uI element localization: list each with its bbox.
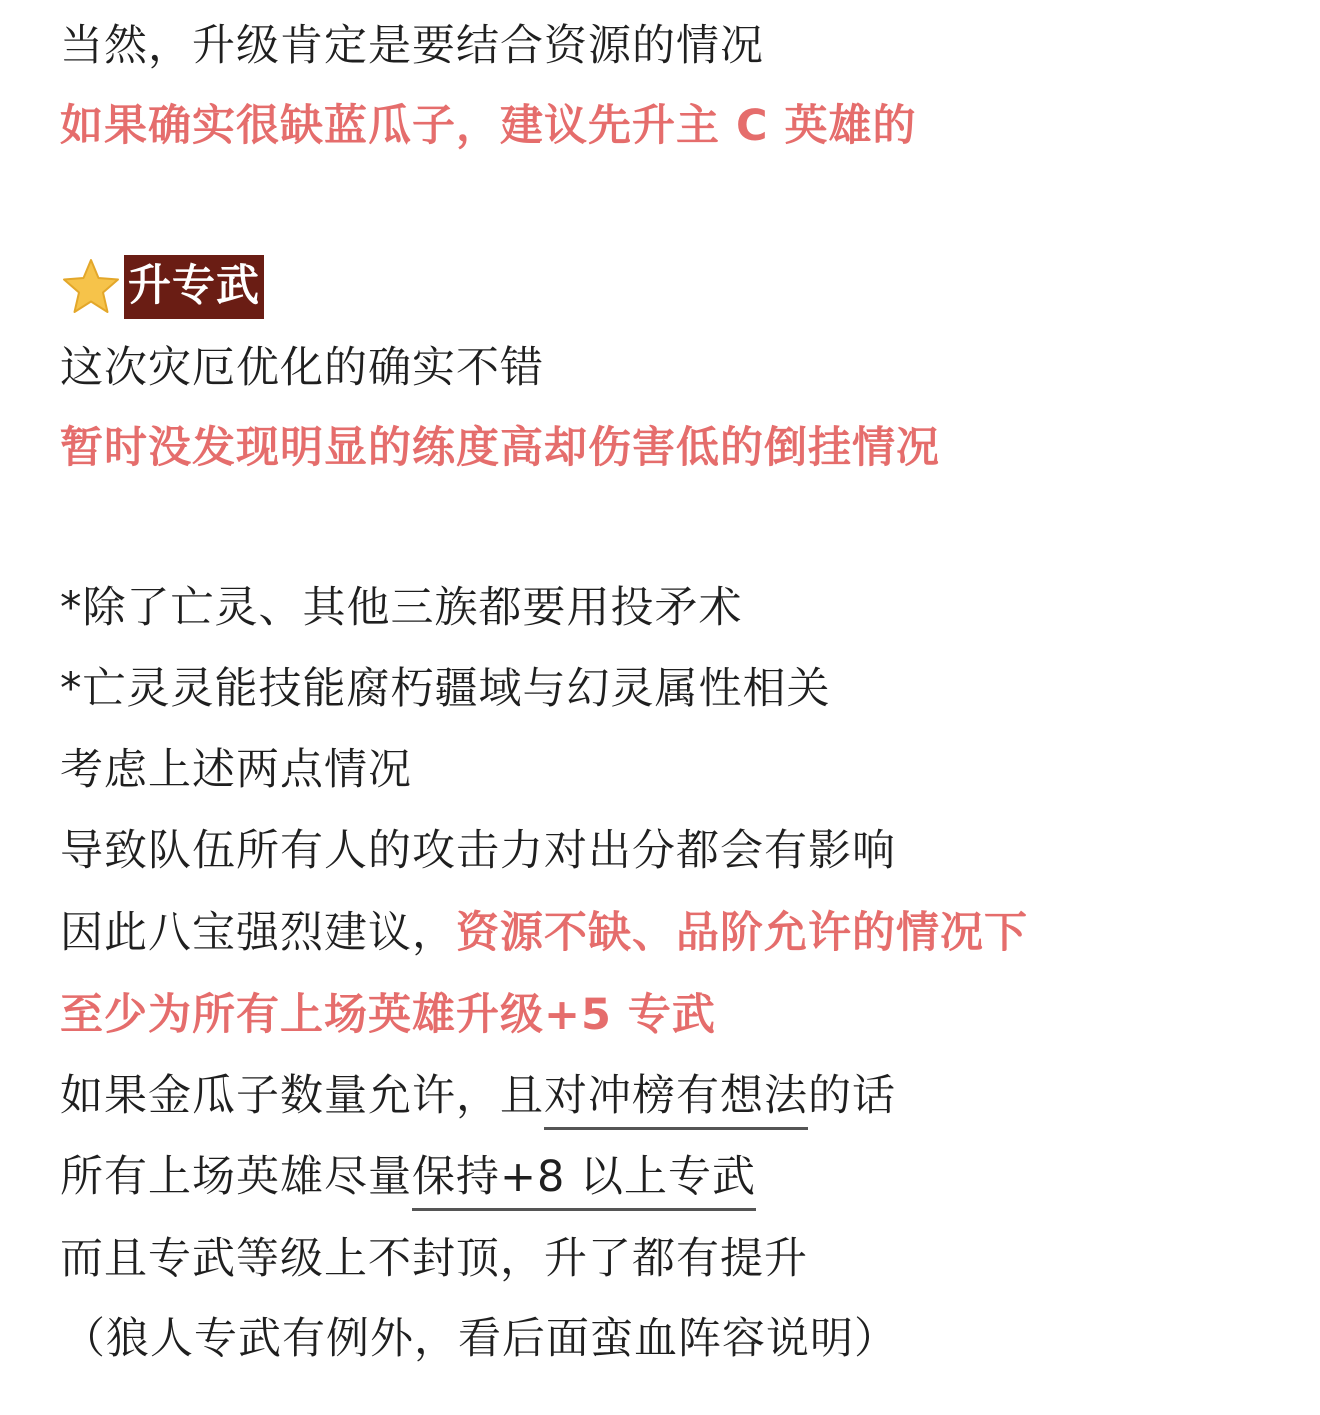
bullet-line-6: *亡灵灵能技能腐朽疆域与幻灵属性相关 [60,664,831,714]
text-line-14: （狼人专武有例外，看后面蛮血阵容说明） [62,1314,898,1364]
section-heading-label: 升专武 [124,255,264,319]
text-line-9 [60,903,1028,963]
highlight-line-10: 至少为所有上场英雄升级+5 专武 [60,990,716,1040]
text-line-12-start: 所有上场英雄尽量 [60,1152,412,1202]
highlight-line-2: 如果确实很缺蓝瓜子，建议先升主 C 英雄的 [60,101,917,151]
text-line-1: 当然，升级肯定是要结合资源的情况 [60,21,764,71]
text-line-13: 而且专武等级上不封顶，升了都有提升 [60,1234,808,1284]
text-line-11-start: 如果金瓜子数量允许，且 [60,1071,544,1121]
text-line-3: 这次灾厄优化的确实不错 [60,343,544,393]
underlined-phrase-1: 对冲榜有想法 [544,1071,808,1130]
underlined-phrase-2: 保持+8 以上专武 [412,1152,756,1211]
star-icon [60,256,122,318]
section-heading [60,254,264,320]
highlight-line-4: 暂时没发现明显的练度高却伤害低的倒挂情况 [60,423,940,473]
text-line-11 [60,1066,896,1126]
text-line-8: 导致队伍所有人的攻击力对出分都会有影响 [60,826,896,876]
text-line-9-highlight: 资源不缺、品阶允许的情况下 [456,908,1028,958]
text-line-7: 考虑上述两点情况 [60,745,412,795]
text-line-12 [60,1147,756,1207]
bullet-line-5: *除了亡灵、其他三族都要用投矛术 [60,583,743,633]
text-line-11-end: 的话 [808,1071,896,1121]
text-line-9-plain: 因此八宝强烈建议， [60,908,456,958]
